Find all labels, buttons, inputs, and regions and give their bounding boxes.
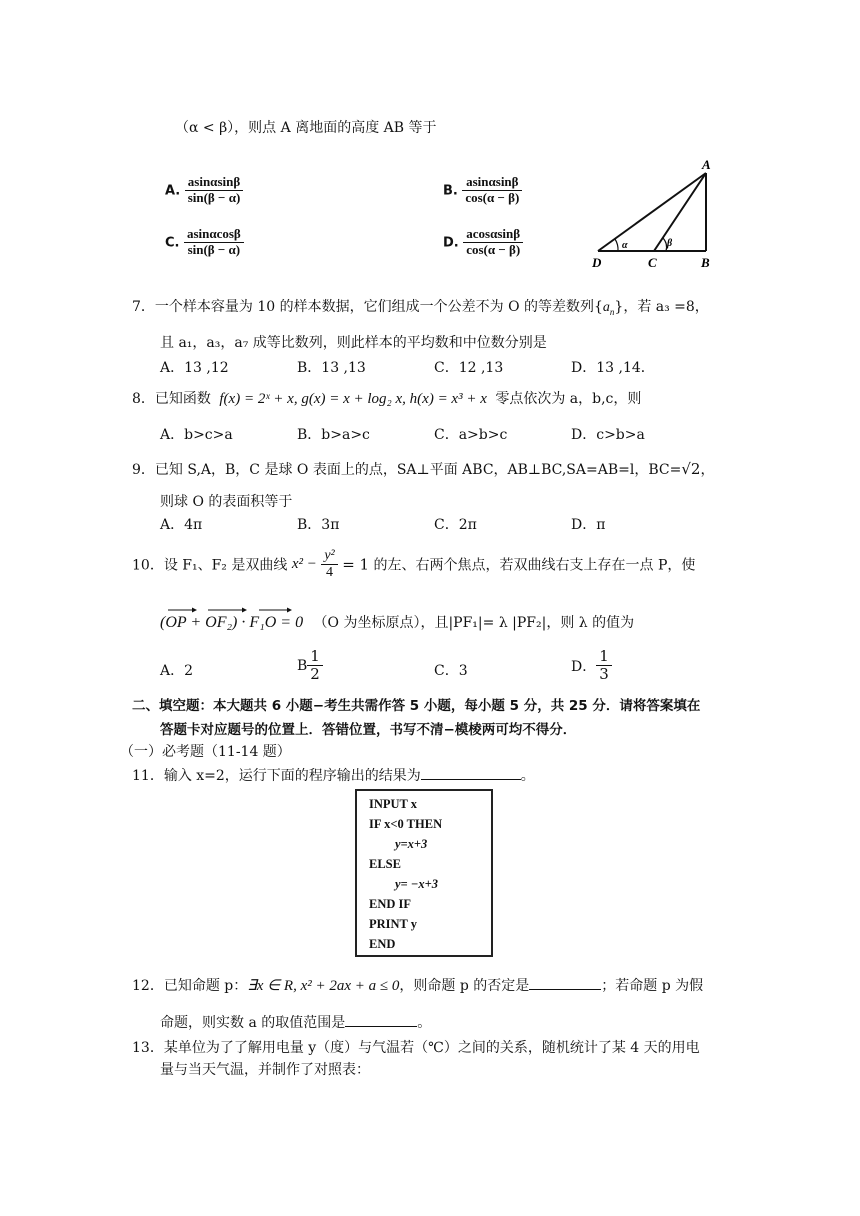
q6-option-c-num: asinαcosβ — [184, 227, 244, 243]
program-line-3: y=x+3 — [395, 837, 428, 851]
q10-x2: x² − — [291, 556, 317, 573]
q8-formula: f(x) = 2ˣ + x, g(x) = x + log₂ x, h(x) = x³ + x — [219, 391, 487, 407]
q6-option-c-den: sin(β − α) — [187, 241, 241, 257]
q9-line1-text: 9．已知 S,A，B，C 是球 O 表面上的点，SA⊥平面 ABC，AB⊥BC,SA=AB=l，BC= — [132, 462, 682, 478]
q6-option-a — [165, 175, 243, 206]
q6-option-d — [443, 227, 523, 258]
q10-option-b — [297, 648, 323, 684]
q8-line — [132, 388, 641, 408]
q10-frac-num: y² — [321, 548, 337, 565]
q11-text: 11．输入 x=2，运行下面的程序输出的结果为 — [132, 768, 421, 784]
q9-option-d: D．π — [571, 517, 606, 533]
q6-option-a-den: sin(β − α) — [187, 189, 241, 205]
fig-label-alpha: α — [622, 240, 628, 251]
q6-option-b-num: asinαsinβ — [462, 175, 522, 191]
q12-negation-blank[interactable] — [529, 975, 601, 990]
q6-option-d-letter: D. — [443, 235, 459, 251]
q12-range-blank[interactable] — [345, 1012, 417, 1027]
program-line-8: END — [369, 937, 396, 951]
q7-option-d: D．13 ,14． — [571, 360, 655, 376]
fig-label-beta: β — [667, 238, 673, 249]
q9-sqrt2: √2 — [681, 460, 701, 478]
q11-answer-blank[interactable] — [421, 765, 521, 780]
q10-line1 — [132, 548, 695, 581]
program-line-4: ELSE — [369, 857, 401, 871]
q12-line1 — [132, 975, 703, 995]
q12-head: 12．已知命题 p： — [132, 978, 248, 994]
q7-an-sub: n — [609, 306, 615, 317]
q8-option-c: C．a>b>c — [434, 427, 508, 443]
q10-vector-arrows — [160, 606, 320, 614]
q7-line2: 且 a₁，a₃，a₇ 成等比数列，则此样本的平均数和中位数分别是 — [160, 335, 547, 351]
q10-option-c: C．3 — [434, 663, 468, 679]
q6-option-b — [443, 175, 522, 206]
q6-option-a-letter: A. — [165, 183, 181, 199]
section2-line2: 答题卡对应题号的位置上．答错位置，书写不清−模棱两可均不得分． — [160, 722, 577, 738]
q9-line1-tail: ， — [700, 462, 715, 478]
q10-option-d-letter: D． — [571, 658, 597, 675]
q7-line1-text: 7．一个样本容量为 10 的样本数据，它们组成一个公差不为 O 的等差数列{ — [132, 299, 603, 315]
program-line-5: y= −x+3 — [395, 877, 438, 891]
program-line-6: END IF — [369, 897, 412, 911]
q12-line2 — [160, 1012, 431, 1032]
q6-option-d-num: acosαsinβ — [463, 227, 523, 243]
q6-tail-text: （α < β），则点 A 离地面的高度 AB 等于 — [175, 120, 437, 136]
q8-tail: 零点依次为 a，b,c，则 — [495, 391, 642, 407]
fig-label-a: A — [702, 157, 711, 172]
q10-line2 — [160, 612, 634, 632]
q10-tail: 的左、右两个焦点，若双曲线右支上存在一点 P，使 — [373, 557, 696, 574]
q9-option-b: B．3π — [297, 517, 340, 533]
q6-option-b-den: cos(α − β) — [465, 189, 520, 205]
q9-line2: 则球 O 的表面积等于 — [160, 494, 293, 510]
fig-label-c: C — [648, 255, 657, 270]
q12-line2-text: 命题，则实数 a 的取值范围是 — [160, 1015, 346, 1031]
q9-option-c: C．2π — [434, 517, 477, 533]
q11-line — [132, 765, 535, 785]
fig-label-d: D — [592, 255, 602, 270]
q7-option-a: A．13 ,12 — [160, 360, 229, 376]
q11-program-box — [355, 789, 493, 957]
q13-line2: 量与当天气温，并制作了对照表： — [160, 1062, 370, 1078]
program-line-1: INPUT x — [369, 797, 418, 811]
program-line-7: PRINT y — [369, 917, 418, 931]
q10-option-a: A．2 — [160, 663, 194, 679]
q6-option-b-letter: B. — [443, 183, 458, 199]
q10-head: 10．设 F₁、F₂ 是双曲线 — [132, 557, 288, 574]
q6-option-d-den: cos(α − β) — [466, 241, 521, 257]
q13-line1: 13．某单位为了了解用电量 y（度）与气温若（℃）之间的关系，随机统计了某 4 天的用电 — [132, 1040, 700, 1056]
q10-option-b-den: 2 — [310, 665, 320, 684]
q8-option-b: B．b>a>c — [297, 427, 370, 443]
q8-option-d: D．c>b>a — [571, 427, 645, 443]
q9-line1 — [132, 459, 714, 479]
q6-option-a-num: asinαsinβ — [185, 175, 244, 191]
q7-line1 — [132, 296, 709, 318]
q7-option-c: C．12 ,13 — [434, 360, 504, 376]
q8-head: 8．已知函数 — [132, 391, 211, 407]
program-line-2: IF x<0 THEN — [369, 817, 443, 831]
q7-line1-tail: }，若 a₃ =8， — [614, 299, 709, 315]
q11-tail: 。 — [520, 768, 535, 784]
section2-subheading: （一）必考题（11-14 题） — [120, 744, 291, 760]
section2-line1: 二、填空题：本大题共 6 小题−考生共需作答 5 小题，每小题 5 分，共 25 分．请将答案填在 — [132, 698, 701, 714]
q6-option-c — [165, 227, 244, 258]
q6-option-c-letter: C. — [165, 235, 180, 251]
q10-option-b-letter: B — [297, 657, 308, 674]
q7-an: a — [602, 300, 610, 315]
q12-mid2: ；若命题 p 为假 — [601, 978, 704, 994]
q6-triangle-figure — [588, 155, 718, 273]
q10-eq: = 1 — [342, 555, 370, 574]
q12-tail: 。 — [417, 1015, 432, 1031]
q10-vector-eq: (OP + OF₂) · F₁O = 0 — [160, 614, 304, 631]
q10-frac-den: 4 — [326, 565, 334, 581]
q10-option-d-num: 1 — [596, 648, 612, 666]
q10-line2-tail: （O 为坐标原点），且|PF₁|= λ |PF₂|，则 λ 的值为 — [313, 615, 635, 631]
q7-option-b: B．13 ,13 — [297, 360, 366, 376]
q12-mid: ，则命题 p 的否定是 — [399, 978, 530, 994]
q10-option-d — [571, 648, 612, 684]
q10-option-b-num: 1 — [307, 648, 323, 666]
fig-label-b: B — [701, 255, 710, 270]
q8-option-a: A．b>c>a — [160, 427, 233, 443]
q9-option-a: A．4π — [160, 517, 203, 533]
q10-option-d-den: 3 — [599, 665, 609, 684]
q12-formula: ∃x ∈ R, x² + 2ax + a ≤ 0 — [247, 978, 400, 994]
